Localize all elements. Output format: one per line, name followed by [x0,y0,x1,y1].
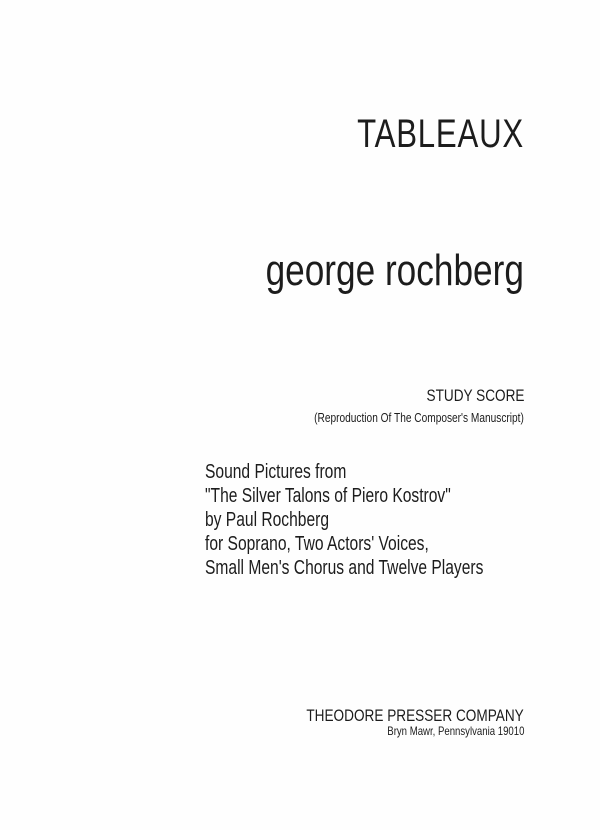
description-line: Small Men's Chorus and Twelve Players [205,557,484,579]
publisher-address-text: Bryn Mawr, Pennsylvania 19010 [386,724,524,738]
description-line: for Soprano, Two Actors' Voices, [205,533,429,555]
description-line: Sound Pictures from [205,461,347,483]
work-description [205,460,562,580]
edition-label [402,386,525,406]
publisher-name-text: THEODORE PRESSER COMPANY [306,706,524,725]
publisher-address [353,724,524,738]
edition-note-text: (Reproduction Of The Composer's Manuscript) [314,410,524,425]
composer-name [201,246,524,296]
edition-note [255,410,524,425]
work-title [310,112,524,157]
work-title-text: TABLEAUX [357,112,524,156]
description-line: "The Silver Talons of Piero Kostrov" [205,485,451,507]
composer-name-text: george rochberg [265,246,524,295]
publisher-name [252,706,524,726]
description-line: by Paul Rochberg [205,509,330,531]
edition-label-text: STUDY SCORE [426,386,524,405]
